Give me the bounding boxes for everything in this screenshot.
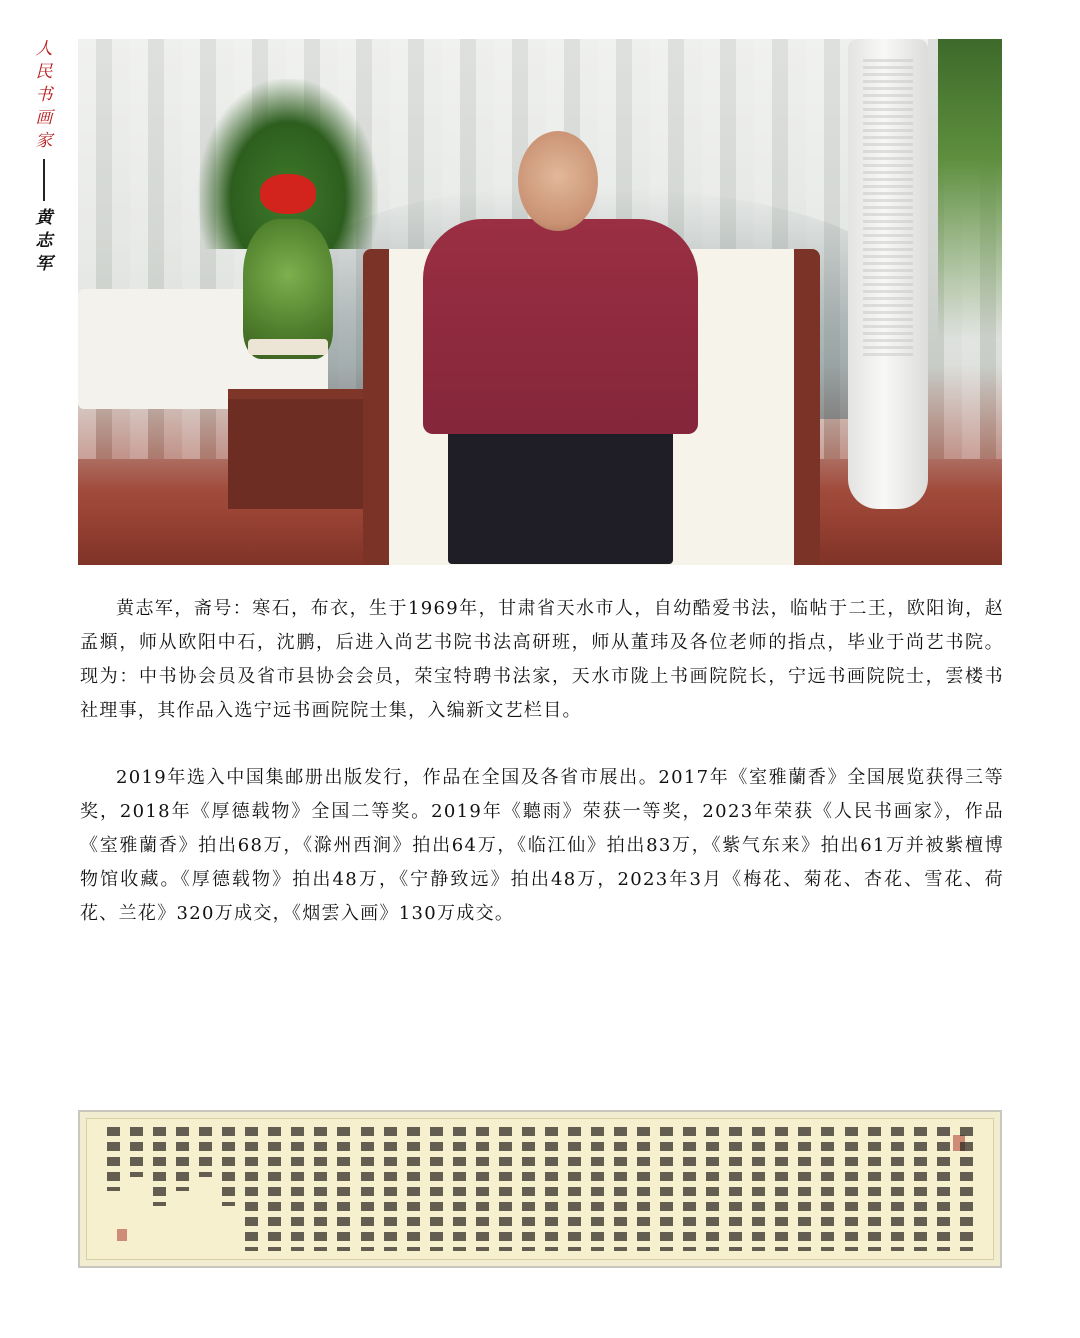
calligraphy-column xyxy=(614,1127,627,1251)
calligraphy-column xyxy=(199,1127,212,1177)
calligraphy-scroll xyxy=(78,1110,1002,1268)
calligraphy-column xyxy=(891,1127,904,1251)
photo-vase-base xyxy=(248,339,328,355)
bio-paragraph-1: 黄志军，斋号：寒石，布衣，生于1969年，甘肃省天水市人，自幼酷爱书法，临帖于二王，欧阳询，赵孟頫，师从欧阳中石，沈鹏，后进入尚艺书院书法高研班，师从董玮及各位老师的指点，毕业于尚艺书院。现为：中书协会员及省市县协会会员，荣宝特聘书法家，天水市陇上书画院院长，宁远书画院院士，雲楼书社理事，其作品入选宁远书画院院士集，入编新文艺栏目。 xyxy=(80,598,1004,721)
side-title-char: 家 xyxy=(35,131,53,151)
calligraphy-column xyxy=(752,1127,765,1251)
calligraphy-column xyxy=(453,1127,466,1251)
calligraphy-column xyxy=(868,1127,881,1251)
calligraphy-column xyxy=(314,1127,327,1251)
bio-text xyxy=(80,592,1004,931)
calligraphy-column xyxy=(914,1127,927,1251)
calligraphy-column xyxy=(845,1127,858,1251)
calligraphy-column xyxy=(821,1127,834,1251)
calligraphy-column xyxy=(499,1127,512,1251)
calligraphy-column xyxy=(245,1127,258,1251)
calligraphy-column xyxy=(960,1127,973,1251)
calligraphy-column xyxy=(476,1127,489,1251)
photo-ac-grille xyxy=(863,59,913,359)
photo-person-head xyxy=(518,131,598,231)
calligraphy-column xyxy=(706,1127,719,1251)
photo-red-bow xyxy=(260,174,316,214)
calligraphy-column xyxy=(291,1127,304,1251)
calligraphy-column xyxy=(591,1127,604,1251)
bio-paragraph-2: 2019年选入中国集邮册出版发行，作品在全国及各省市展出。2017年《室雅蘭香》全国展览获得三等奖，2018年《厚德载物》全国二等奖。2019年《聽雨》荣获一等奖，2023年荣获《人民书画家》，作品《室雅蘭香》拍出68万，《滁州西涧》拍出64万，《临江仙》拍出83万，《紫气东来》拍出61万并被紫檀博物馆收藏。《厚德载物》拍出48万，《宁静致远》拍出48万，2023年3月《梅花、菊花、杏花、雪花、荷花、兰花》320万成交，《烟雲入画》130万成交。 xyxy=(80,767,1004,924)
calligraphy-columns xyxy=(107,1127,973,1251)
side-title-people-calligrapher xyxy=(36,38,53,153)
calligraphy-column xyxy=(798,1127,811,1251)
side-title xyxy=(26,38,62,276)
calligraphy-column xyxy=(545,1127,558,1251)
calligraphy-column xyxy=(937,1127,950,1251)
portrait-photo xyxy=(78,39,1002,565)
side-title-char: 书 xyxy=(35,85,53,105)
calligraphy-column xyxy=(430,1127,443,1251)
calligraphy-column xyxy=(683,1127,696,1251)
calligraphy-column xyxy=(407,1127,420,1251)
calligraphy-column xyxy=(568,1127,581,1251)
calligraphy-column xyxy=(153,1127,166,1206)
calligraphy-column xyxy=(130,1127,143,1177)
calligraphy-column xyxy=(384,1127,397,1251)
side-title-name-char: 黄 xyxy=(35,208,53,228)
photo-right-plant xyxy=(938,39,1002,339)
side-title-char: 画 xyxy=(35,108,53,128)
photo-plant-pot xyxy=(243,219,333,359)
calligraphy-column xyxy=(107,1127,120,1191)
calligraphy-column xyxy=(637,1127,650,1251)
side-title-name xyxy=(36,207,53,276)
side-title-name-char: 军 xyxy=(35,254,53,274)
side-title-char: 人 xyxy=(35,39,53,59)
calligraphy-column xyxy=(337,1127,350,1251)
calligraphy-column xyxy=(176,1127,189,1191)
calligraphy-column xyxy=(660,1127,673,1251)
side-title-name-char: 志 xyxy=(35,231,53,251)
photo-person-body xyxy=(423,219,698,434)
calligraphy-column xyxy=(729,1127,742,1251)
calligraphy-scroll-paper xyxy=(86,1118,994,1260)
calligraphy-column xyxy=(222,1127,235,1206)
calligraphy-column xyxy=(522,1127,535,1251)
side-title-char: 民 xyxy=(35,62,53,82)
calligraphy-column xyxy=(361,1127,374,1251)
side-title-dash xyxy=(43,159,45,201)
calligraphy-column xyxy=(775,1127,788,1251)
calligraphy-column xyxy=(268,1127,281,1251)
